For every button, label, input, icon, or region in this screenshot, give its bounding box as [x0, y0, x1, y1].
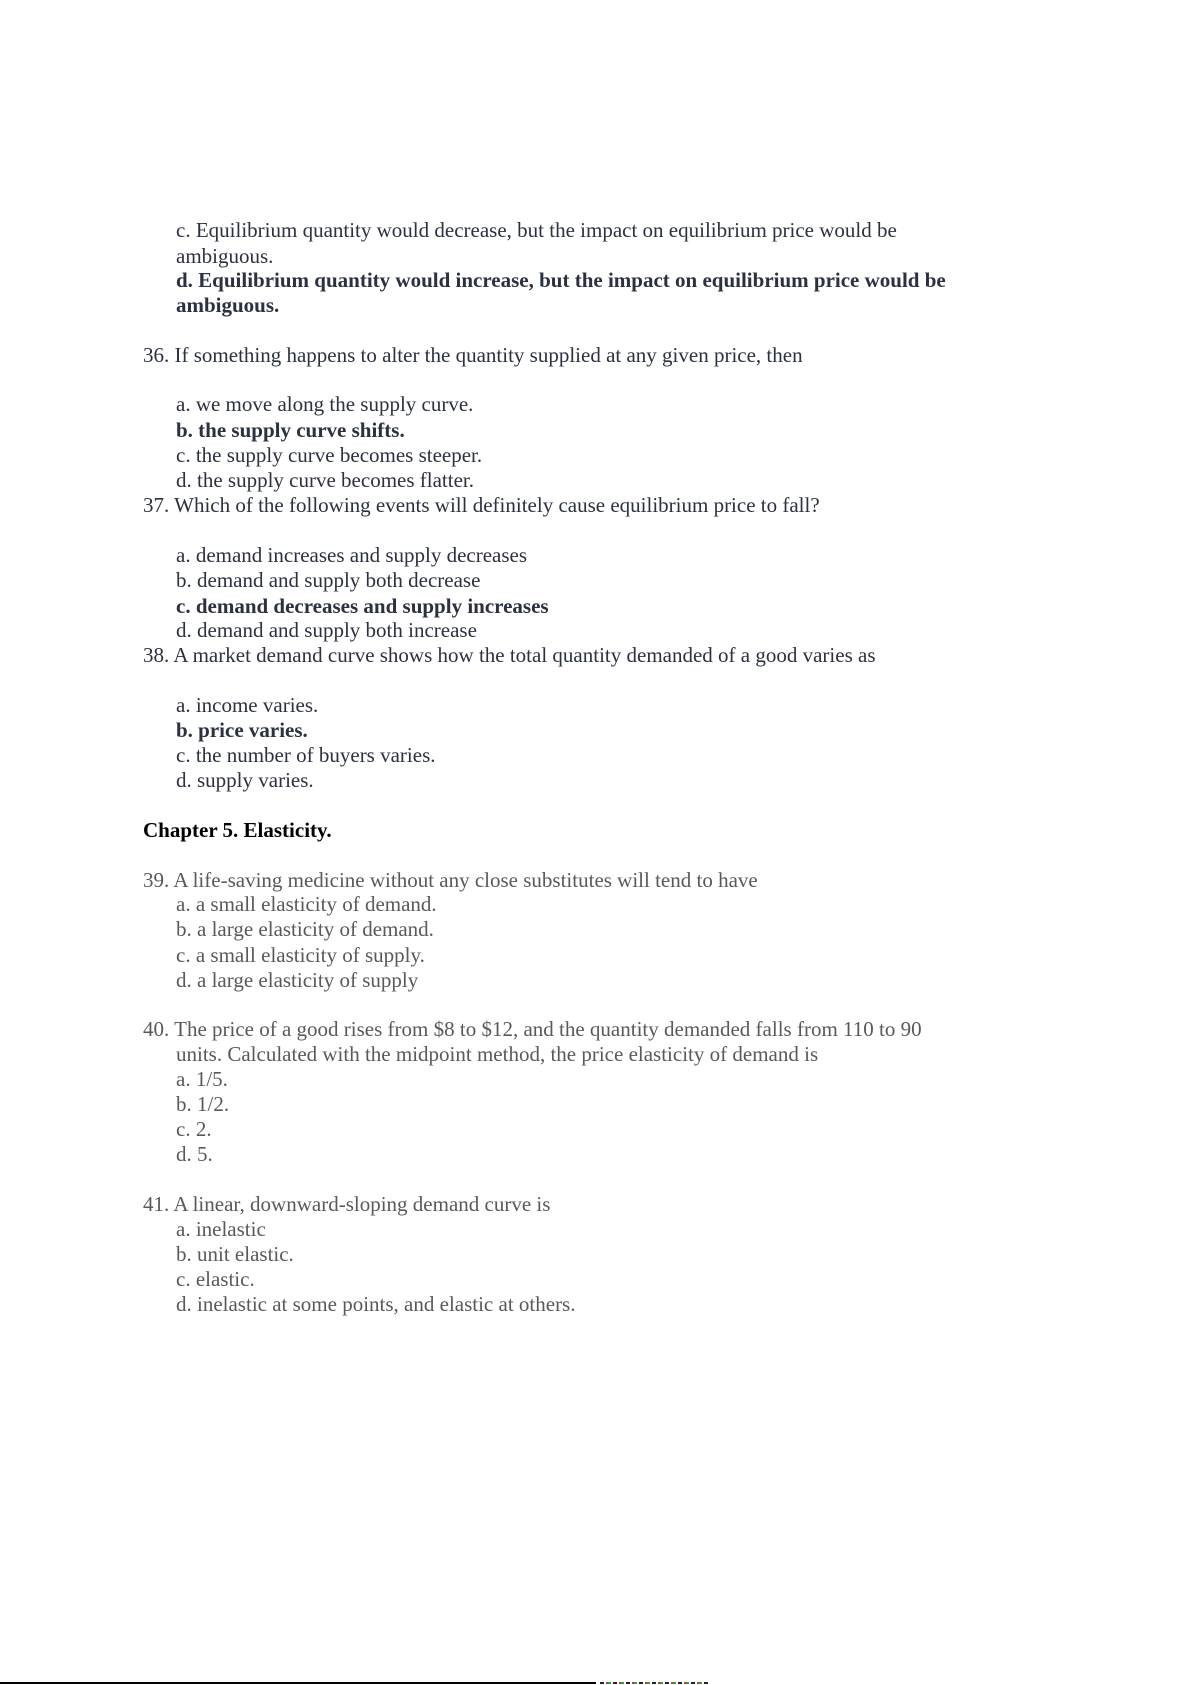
q36-option-d: d. the supply curve becomes flatter. — [176, 468, 474, 492]
q38-option-d: d. supply varies. — [176, 768, 314, 792]
q41-option-c: c. elastic. — [176, 1267, 255, 1291]
q36-option-a: a. we move along the supply curve. — [176, 392, 474, 416]
q37-stem: 37. Which of the following events will definitely cause equilibrium price to fall? — [143, 493, 820, 517]
q40-stem-cont: units. Calculated with the midpoint method, the price elasticity of demand is — [176, 1042, 819, 1066]
q38-option-b-answer: b. price varies. — [176, 718, 308, 742]
chapter-heading: Chapter 5. Elasticity. — [143, 818, 332, 842]
q37-option-b: b. demand and supply both decrease — [176, 568, 481, 592]
q38-stem: 38. A market demand curve shows how the total quantity demanded of a good varies as — [143, 643, 876, 667]
q35-option-c-cont: ambiguous. — [176, 244, 274, 268]
q37-option-c-answer: c. demand decreases and supply increases — [176, 594, 549, 618]
q41-option-b: b. unit elastic. — [176, 1242, 294, 1266]
q40-option-b: b. 1/2. — [176, 1092, 230, 1116]
q35-option-d-answer: d. Equilibrium quantity would increase, but the impact on equilibrium price would be — [176, 268, 946, 292]
q39-option-d: d. a large elasticity of supply — [176, 968, 419, 992]
q41-option-d: d. inelastic at some points, and elastic at others. — [176, 1292, 576, 1316]
q40-option-d: d. 5. — [176, 1142, 213, 1166]
q40-option-c: c. 2. — [176, 1117, 212, 1141]
page-bottom-artifact — [600, 1682, 710, 1684]
q37-option-d: d. demand and supply both increase — [176, 618, 477, 642]
q35-option-d-answer-cont: ambiguous. — [176, 293, 280, 317]
q39-option-c: c. a small elasticity of supply. — [176, 943, 425, 967]
q38-option-c: c. the number of buyers varies. — [176, 743, 436, 767]
q36-stem: 36. If something happens to alter the quantity supplied at any given price, then — [143, 343, 803, 367]
page-bottom-rule — [0, 1682, 596, 1684]
q37-option-a: a. demand increases and supply decreases — [176, 543, 528, 567]
q39-stem: 39. A life-saving medicine without any close substitutes will tend to have — [143, 868, 758, 892]
q39-option-b: b. a large elasticity of demand. — [176, 917, 434, 941]
q41-option-a: a. inelastic — [176, 1217, 266, 1241]
q40-option-a: a. 1/5. — [176, 1067, 228, 1091]
q41-stem: 41. A linear, downward-sloping demand curve is — [143, 1192, 551, 1216]
q36-option-c: c. the supply curve becomes steeper. — [176, 443, 483, 467]
q40-stem: 40. The price of a good rises from $8 to $12, and the quantity demanded falls from 110 to 90 — [143, 1017, 922, 1041]
q38-option-a: a. income varies. — [176, 693, 319, 717]
q35-option-c: c. Equilibrium quantity would decrease, but the impact on equilibrium price would be — [176, 218, 897, 242]
q39-option-a: a. a small elasticity of demand. — [176, 892, 437, 916]
q36-option-b-answer: b. the supply curve shifts. — [176, 418, 405, 442]
